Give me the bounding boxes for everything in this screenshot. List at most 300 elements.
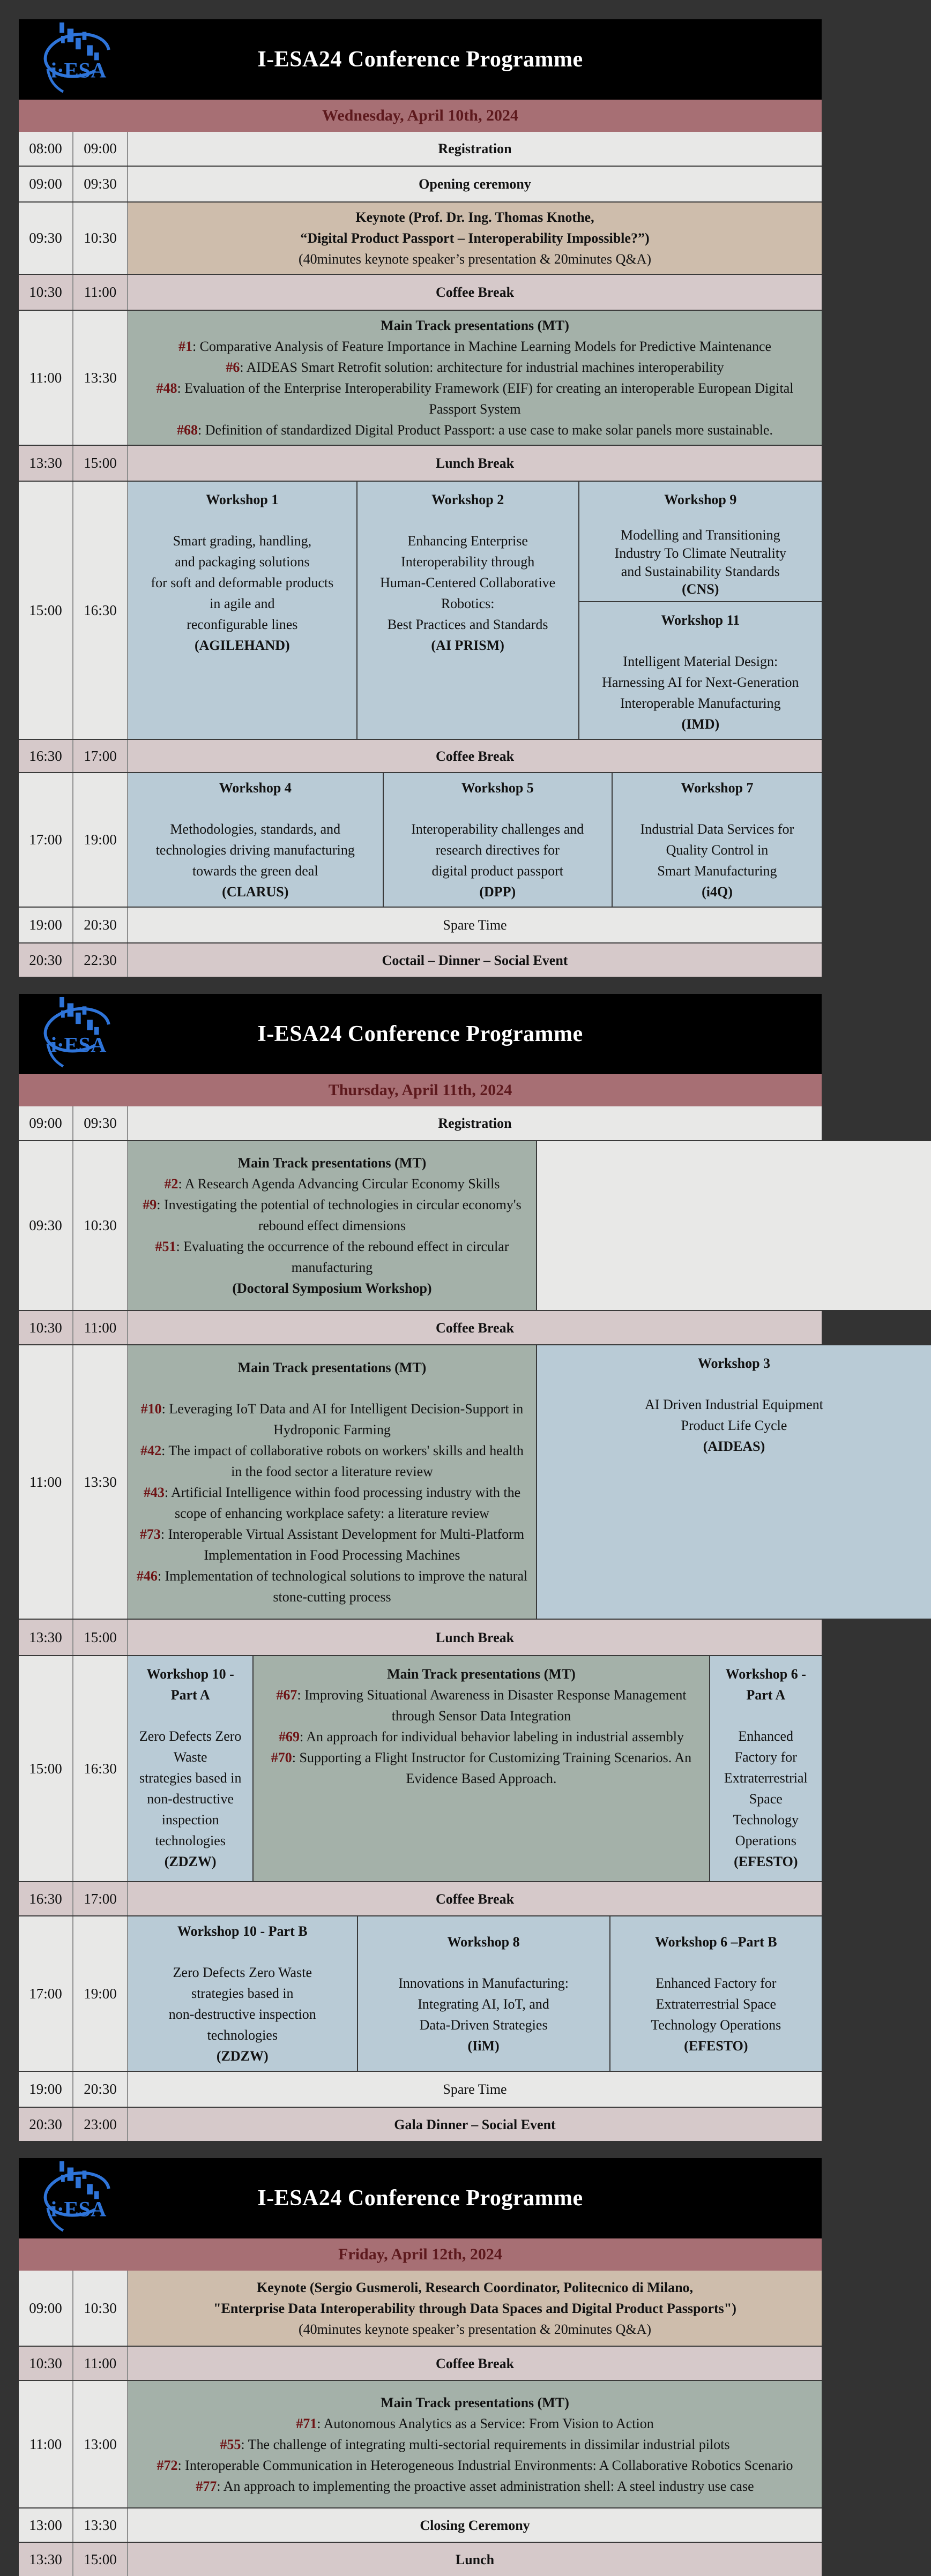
text-line — [618, 1931, 814, 1952]
text-run: Extraterrestrial Space — [724, 1770, 808, 1807]
text-line — [618, 1973, 814, 1994]
start-time-cell: 11:00 — [19, 311, 73, 445]
schedule-table — [19, 2271, 822, 2576]
text-run: Workshop 10 - Part B — [177, 1923, 308, 1939]
end-time-cell: 17:00 — [73, 1882, 128, 1915]
text-run: : A Research Agenda Advancing Circular Economy Skills — [178, 1176, 500, 1192]
text-run: Modelling and Transitioning — [621, 527, 780, 543]
text-line — [718, 1851, 814, 1872]
end-time-cell: 11:00 — [73, 1311, 128, 1344]
text-line — [136, 378, 814, 420]
text-line — [136, 614, 349, 635]
text-line — [136, 174, 814, 194]
text-line — [261, 1684, 701, 1726]
text-line — [136, 1524, 528, 1566]
text-line — [136, 2319, 814, 2340]
text-line — [620, 860, 814, 881]
session-cell — [128, 2108, 822, 2141]
start-time-cell: 13:30 — [19, 2543, 73, 2576]
session-cell — [128, 1345, 536, 1619]
text-line — [545, 1374, 923, 1394]
text-line — [365, 510, 571, 530]
start-time-cell: 16:30 — [19, 1882, 73, 1915]
text-run: technologies — [207, 2027, 278, 2043]
text-run: Keynote (Sergio Gusmeroli, Research Coordinator, Politecnico di Milano, — [256, 2279, 694, 2295]
text-run: Main Track presentations (MT) — [381, 318, 569, 333]
text-run: research directives for — [435, 842, 560, 858]
start-time-cell: 17:00 — [19, 773, 73, 907]
text-line — [136, 2413, 814, 2434]
text-line — [391, 881, 604, 902]
text-run: Smart Manufacturing — [657, 863, 777, 879]
text-line — [136, 950, 814, 971]
session-cell — [709, 1656, 822, 1881]
text-line — [136, 420, 814, 440]
text-line — [587, 651, 814, 672]
text-run: Zero Defects Zero Waste — [173, 1965, 312, 1980]
session-cell — [128, 1656, 252, 1881]
text-line — [136, 1398, 528, 1440]
text-run: : The challenge of integrating multi-sectorial requirements in dissimilar industrial pilots — [241, 2436, 730, 2452]
start-time-cell: 10:30 — [19, 2347, 73, 2380]
text-run: Workshop 6 -Part A — [725, 1666, 806, 1703]
start-time-cell: 11:00 — [19, 2381, 73, 2507]
table-row — [19, 1915, 822, 2071]
text-line — [391, 819, 604, 840]
text-line — [136, 1705, 245, 1726]
text-line — [136, 1173, 528, 1194]
text-run: (DPP) — [479, 884, 516, 900]
table-row — [19, 481, 822, 739]
text-line — [136, 138, 814, 159]
text-line — [136, 593, 349, 614]
paper-number: #48 — [156, 380, 177, 396]
text-line — [391, 777, 604, 798]
text-run: towards the green deal — [192, 863, 318, 879]
start-time-cell: 20:30 — [19, 2108, 73, 2141]
start-time-cell: 15:00 — [19, 1656, 73, 1881]
text-line — [136, 1113, 814, 1134]
table-row — [19, 1881, 822, 1915]
text-line — [136, 1482, 528, 1524]
text-line — [136, 453, 814, 474]
end-time-cell: 17:00 — [73, 740, 128, 772]
text-line — [391, 860, 604, 881]
text-line — [136, 2353, 814, 2374]
session-cell — [128, 203, 822, 274]
table-row — [19, 2271, 822, 2346]
text-line — [718, 1705, 814, 1726]
text-line — [136, 881, 375, 902]
session-cell — [128, 446, 822, 481]
text-run: (i4Q) — [702, 884, 733, 900]
session-cell — [536, 1345, 931, 1619]
text-line — [136, 357, 814, 378]
text-line — [587, 693, 814, 714]
session-cell — [128, 2508, 822, 2542]
paper-number: #67 — [276, 1687, 297, 1703]
text-line — [136, 1962, 349, 1983]
paper-number: #43 — [143, 1484, 165, 1500]
text-line — [136, 2455, 814, 2476]
end-time-cell: 20:30 — [73, 908, 128, 942]
start-time-cell: 13:30 — [19, 1620, 73, 1655]
text-line — [136, 2298, 814, 2319]
text-line — [136, 1726, 245, 1768]
table-row — [19, 274, 822, 310]
text-run: (IMD) — [681, 716, 720, 732]
session-cell — [128, 1916, 357, 2071]
text-run: Enhanced Factory for — [734, 1728, 797, 1765]
text-line — [136, 840, 375, 860]
text-line — [136, 2434, 814, 2455]
text-run: Coffee Break — [435, 2355, 515, 2371]
text-line — [136, 1664, 245, 1705]
text-run: “Digital Product Passport – Interoperability Impossible?”) — [300, 230, 650, 246]
svg-text:i·ESA: i·ESA — [50, 1032, 107, 1057]
session-cell — [383, 773, 612, 907]
text-line — [620, 819, 814, 840]
text-line — [587, 610, 814, 631]
paper-number: #70 — [271, 1750, 292, 1765]
text-run: : AIDEAS Smart Retrofit solution: architecture for industrial machines interoperability — [240, 360, 724, 375]
text-line — [136, 2004, 349, 2025]
paper-number: #46 — [136, 1568, 158, 1584]
text-run: non-destructive inspection — [147, 1791, 234, 1828]
session-cell — [128, 1141, 536, 1310]
start-time-cell: 13:00 — [19, 2508, 73, 2542]
session-cell — [128, 1882, 822, 1915]
session-cell — [128, 311, 822, 445]
text-line — [136, 2025, 349, 2046]
text-run: : An approach to implementing the proactive asset administration shell: A steel industry use case — [217, 2478, 754, 2494]
text-line — [136, 1788, 245, 1830]
text-line — [136, 2515, 814, 2536]
text-line — [391, 798, 604, 819]
text-run: Coffee Break — [435, 284, 515, 300]
end-time-cell: 15:00 — [73, 1620, 128, 1655]
text-run: (CNS) — [682, 581, 719, 597]
start-time-cell: 16:30 — [19, 740, 73, 772]
paper-number: #71 — [296, 2415, 317, 2431]
paper-number: #10 — [140, 1401, 162, 1417]
text-run: Main Track presentations (MT) — [237, 1359, 427, 1375]
svg-text:i·ESA: i·ESA — [50, 2197, 107, 2221]
text-run: Smart grading, handling, — [173, 533, 312, 549]
text-run: non-destructive inspection — [168, 2006, 316, 2022]
end-time-cell: 20:30 — [73, 2072, 128, 2107]
paper-number: #2 — [164, 1176, 178, 1192]
start-time-cell: 09:00 — [19, 167, 73, 201]
session-cell — [128, 740, 822, 772]
table-row — [19, 2542, 822, 2576]
text-run: (Doctoral Symposium Workshop) — [232, 1280, 432, 1296]
text-line — [136, 635, 349, 656]
table-row — [19, 166, 822, 201]
text-run: Extraterrestrial Space — [656, 1996, 777, 2012]
end-time-cell: 15:00 — [73, 446, 128, 481]
text-run: Harnessing AI for Next-Generation — [602, 675, 799, 690]
paper-number: #73 — [139, 1526, 161, 1542]
day-header — [19, 2158, 822, 2238]
day-header — [19, 994, 822, 1074]
text-run: Workshop 7 — [681, 780, 754, 796]
table-row — [19, 1655, 822, 1881]
text-run: Workshop 2 — [431, 492, 504, 507]
text-line — [136, 2079, 814, 2100]
text-run: : Definition of standardized Digital Product Passport: a use case to make solar panels more sustainable. — [198, 422, 773, 438]
text-run: : Leveraging IoT Data and AI for Intelligent Decision-Support in Hydroponic Farming — [161, 1401, 524, 1437]
paper-number: #51 — [155, 1239, 176, 1254]
text-run: : Comparative Analysis of Feature Importance in Machine Learning Models for Predictive Maintenance — [192, 339, 772, 354]
text-run: (40minutes keynote speaker’s presentation & 20minutes Q&A) — [298, 251, 652, 267]
text-line — [545, 1353, 923, 1374]
session-cell — [128, 132, 822, 166]
text-line — [136, 1851, 245, 1872]
table-row — [19, 907, 822, 942]
text-run: Coffee Break — [435, 1891, 515, 1907]
text-line — [136, 1278, 528, 1299]
session-cell — [128, 1311, 822, 1344]
paper-number: #77 — [196, 2478, 217, 2494]
table-row — [19, 1106, 822, 1140]
start-time-cell: 10:30 — [19, 1311, 73, 1344]
paper-number: #68 — [177, 422, 198, 438]
end-time-cell: 15:00 — [73, 2543, 128, 2576]
table-row — [19, 445, 822, 481]
session-cell — [357, 1916, 609, 2071]
text-run: Opening ceremony — [419, 176, 531, 192]
text-line — [365, 572, 571, 593]
text-line — [261, 1664, 701, 1684]
text-line — [618, 2015, 814, 2035]
text-line — [620, 840, 814, 860]
text-line — [366, 1973, 602, 1994]
table-row — [19, 942, 822, 977]
text-line — [136, 1942, 349, 1962]
text-line — [136, 551, 349, 572]
text-line — [136, 1983, 349, 2004]
end-time-cell: 23:00 — [73, 2108, 128, 2141]
text-line — [136, 1357, 528, 1378]
day-block — [19, 2158, 822, 2576]
text-run: Innovations in Manufacturing: — [398, 1975, 569, 1991]
text-run: Industry To Climate Neutrality — [614, 545, 787, 561]
start-time-cell: 09:30 — [19, 203, 73, 274]
end-time-cell: 13:30 — [73, 311, 128, 445]
table-row — [19, 1619, 822, 1655]
start-time-cell: 10:30 — [19, 275, 73, 310]
end-time-cell: 13:00 — [73, 2381, 128, 2507]
text-run: Keynote (Prof. Dr. Ing. Thomas Knothe, — [355, 209, 594, 225]
text-line — [587, 543, 814, 561]
text-run: Workshop 4 — [219, 780, 292, 796]
text-line — [136, 819, 375, 840]
end-time-cell: 09:30 — [73, 1106, 128, 1140]
text-run: (ZDZW) — [216, 2048, 269, 2064]
text-run: Zero Defects Zero Waste — [139, 1728, 242, 1765]
text-line — [136, 282, 814, 303]
text-line — [365, 614, 571, 635]
text-run: (ZDZW) — [164, 1854, 217, 1869]
text-line — [136, 572, 349, 593]
text-line — [620, 881, 814, 902]
paper-number: #1 — [178, 339, 192, 354]
end-time-cell: 10:30 — [73, 203, 128, 274]
text-line — [618, 2035, 814, 2056]
session-cell — [128, 1106, 822, 1140]
text-run: : Interoperable Communication in Heterogeneous Industrial Environments: A Collaborative Robotics Scenario — [177, 2457, 793, 2473]
table-row — [19, 310, 822, 445]
schedule-table — [19, 132, 822, 977]
table-row — [19, 1310, 822, 1344]
start-time-cell: 19:00 — [19, 908, 73, 942]
text-line — [587, 561, 814, 579]
text-line — [136, 2114, 814, 2135]
text-line — [366, 1952, 602, 1973]
text-line — [136, 1566, 528, 1607]
table-row — [19, 772, 822, 907]
start-time-cell: 09:00 — [19, 1106, 73, 1140]
text-line — [366, 2035, 602, 2056]
text-run: Lunch Break — [435, 455, 515, 471]
text-run: Workshop 10 - Part A — [146, 1666, 234, 1703]
text-line — [136, 860, 375, 881]
session-cell — [128, 908, 822, 942]
date-bar: Friday, April 12th, 2024 — [19, 2238, 822, 2271]
session-cell — [128, 482, 356, 739]
text-run: Main Track presentations (MT) — [387, 1666, 576, 1682]
text-line — [136, 2277, 814, 2298]
text-run: Lunch Break — [435, 1629, 515, 1645]
text-run: Coffee Break — [435, 748, 515, 764]
text-line — [136, 1830, 245, 1851]
text-line — [136, 1627, 814, 1648]
text-run: Closing Ceremony — [420, 2517, 530, 2533]
start-time-cell: 09:30 — [19, 1141, 73, 1310]
text-run: Interoperability through — [401, 554, 535, 570]
schedule-table — [19, 1106, 822, 2141]
text-run: technologies — [155, 1833, 226, 1848]
text-run: Technology Operations — [733, 1812, 799, 1848]
text-line — [136, 207, 814, 228]
text-line — [718, 1768, 814, 1809]
svg-text:i·ESA: i·ESA — [50, 58, 107, 83]
text-line — [620, 798, 814, 819]
session-cell — [356, 482, 578, 739]
session-cell — [252, 1656, 709, 1881]
text-run: Workshop 8 — [447, 1934, 520, 1950]
paper-number: #55 — [220, 2436, 241, 2452]
text-run: Enhanced Factory for — [656, 1975, 777, 1991]
text-run: Best Practices and Standards — [387, 617, 548, 632]
text-line — [261, 1726, 701, 1747]
text-run: digital product passport — [431, 863, 563, 879]
start-time-cell: 09:00 — [19, 2271, 73, 2346]
text-line — [620, 777, 814, 798]
text-run: : Improving Situational Awareness in Disaster Response Management through Sensor Data Integration — [297, 1687, 687, 1724]
paper-number: #69 — [278, 1729, 300, 1744]
session-subcell — [579, 482, 822, 601]
text-line — [545, 1415, 923, 1436]
session-cell — [128, 2271, 822, 2346]
paper-number: #6 — [226, 360, 240, 375]
text-run: Workshop 9 — [664, 492, 737, 507]
text-run: (AIDEAS) — [703, 1439, 765, 1454]
text-line — [718, 1809, 814, 1851]
end-time-cell: 16:30 — [73, 1656, 128, 1881]
text-line — [136, 1317, 814, 1338]
text-run: Spare Time — [443, 2081, 507, 2097]
start-time-cell: 17:00 — [19, 1916, 73, 2071]
text-run: Main Track presentations (MT) — [381, 2394, 569, 2410]
start-time-cell: 15:00 — [19, 482, 73, 739]
text-run: Workshop 3 — [697, 1356, 771, 1371]
text-run: Industrial Data Services for — [640, 821, 794, 837]
text-run: : Supporting a Flight Instructor for Customizing Training Scenarios. An Evidence Based Approach. — [292, 1750, 692, 1786]
text-line — [366, 1994, 602, 2015]
text-line — [136, 746, 814, 767]
start-time-cell: 08:00 — [19, 132, 73, 166]
text-run: and packaging solutions — [175, 554, 310, 570]
text-run: : Interoperable Virtual Assistant Development for Multi-Platform Implementation in Food Processing Machines — [160, 1526, 525, 1563]
table-row — [19, 201, 822, 274]
text-run: (EFESTO) — [734, 1854, 798, 1869]
end-time-cell: 09:00 — [73, 132, 128, 166]
text-run: Technology Operations — [651, 2017, 781, 2033]
paper-number: #42 — [140, 1442, 162, 1458]
text-run: (40minutes keynote speaker’s presentation & 20minutes Q&A) — [298, 2321, 652, 2337]
text-line — [587, 579, 814, 597]
text-line — [365, 635, 571, 656]
text-line — [391, 840, 604, 860]
session-subcell — [579, 601, 822, 739]
text-line — [136, 2549, 814, 2570]
text-line — [136, 1194, 528, 1236]
text-run: : Artificial Intelligence within food processing industry with the scope of enhancing workplace safety: a literature review — [164, 1484, 521, 1521]
text-run: for soft and deformable products — [151, 575, 334, 590]
paper-number: #72 — [157, 2457, 178, 2473]
text-line — [587, 631, 814, 651]
session-cell — [128, 2381, 822, 2507]
end-time-cell: 10:30 — [73, 1141, 128, 1310]
text-run: "Enterprise Data Interoperability through Data Spaces and Digital Product Passports") — [213, 2300, 736, 2316]
text-line — [587, 525, 814, 543]
text-run: Robotics: — [441, 596, 495, 611]
end-time-cell: 13:30 — [73, 2508, 128, 2542]
text-line — [365, 489, 571, 510]
text-line — [136, 249, 814, 269]
session-cell — [128, 2543, 822, 2576]
text-run: : An approach for individual behavior labeling in industrial assembly — [299, 1729, 684, 1744]
text-run: Quality Control in — [666, 842, 769, 858]
text-run: : The impact of collaborative robots on workers' skills and health in the food sector a literature review — [161, 1442, 524, 1479]
text-run: Data-Driven Strategies — [419, 2017, 548, 2033]
day-block — [19, 19, 822, 977]
text-run: Registration — [438, 1115, 512, 1131]
end-time-cell: 19:00 — [73, 1916, 128, 2071]
text-line — [545, 1394, 923, 1415]
session-cell — [536, 1141, 931, 1310]
text-line — [136, 530, 349, 551]
text-run: strategies based in — [191, 1986, 294, 2001]
table-row — [19, 2346, 822, 2380]
text-line — [365, 530, 571, 551]
start-time-cell: 20:30 — [19, 943, 73, 977]
text-run: Integrating AI, IoT, and — [418, 1996, 549, 2012]
text-line — [136, 1889, 814, 1909]
text-run: reconfigurable lines — [187, 617, 298, 632]
